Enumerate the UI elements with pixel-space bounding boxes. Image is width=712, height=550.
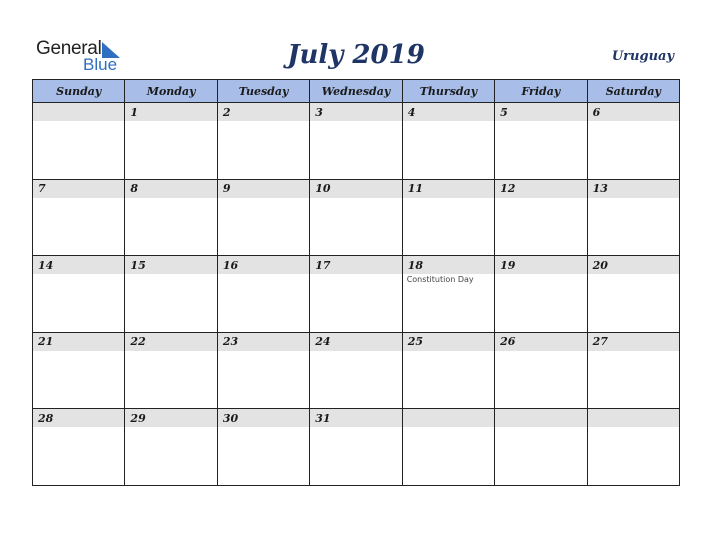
- day-number-band: [403, 409, 494, 427]
- day-number-band: [310, 103, 401, 121]
- day-number: 13: [592, 182, 608, 196]
- day-cell: [588, 103, 680, 180]
- day-number-band: [588, 256, 679, 274]
- day-number-band: [403, 180, 494, 198]
- weekday-header: Sunday: [33, 80, 125, 103]
- day-cell: [588, 409, 680, 486]
- day-cell: [33, 333, 125, 410]
- day-number: 2: [222, 105, 231, 119]
- day-number: 30: [222, 411, 239, 425]
- day-number-band: [588, 180, 679, 198]
- day-cell: [33, 256, 125, 333]
- day-number-band: [495, 103, 586, 121]
- calendar-title: July 2019: [287, 40, 425, 70]
- day-cell: [218, 180, 310, 257]
- day-cell: [403, 180, 495, 257]
- day-number-band: [125, 256, 216, 274]
- day-number: 1: [130, 105, 139, 119]
- day-cell: [495, 409, 587, 486]
- day-number: 5: [500, 105, 508, 119]
- day-cell: [588, 180, 680, 257]
- day-number-band: [125, 333, 216, 351]
- day-number: 22: [130, 335, 146, 349]
- day-number-band: [218, 333, 309, 351]
- day-cell: [218, 256, 310, 333]
- day-number: 19: [500, 258, 516, 272]
- day-number: 7: [38, 182, 46, 196]
- holiday-label: Constitution Day: [406, 275, 474, 285]
- day-number-band: [33, 103, 124, 121]
- day-number: 6: [592, 105, 601, 119]
- day-cell: [218, 103, 310, 180]
- logo-general-text: General: [36, 38, 102, 59]
- day-number-band: [310, 409, 401, 427]
- day-cell: [125, 103, 217, 180]
- day-number-band: [125, 103, 216, 121]
- day-number-band: [588, 333, 679, 351]
- day-cell: [33, 409, 125, 486]
- day-number: 18: [407, 258, 424, 272]
- weekday-header: Saturday: [588, 80, 680, 103]
- day-cell: [403, 103, 495, 180]
- day-number: 31: [315, 411, 331, 425]
- day-cell: [403, 333, 495, 410]
- day-number-band: [495, 409, 586, 427]
- day-number: 20: [592, 258, 608, 272]
- day-cell: [33, 103, 125, 180]
- day-number: 24: [315, 335, 331, 349]
- day-cell: [310, 256, 402, 333]
- weekday-header: Thursday: [403, 80, 495, 103]
- day-number: 10: [315, 182, 331, 196]
- day-number: 14: [38, 258, 54, 272]
- day-number: 28: [38, 411, 54, 425]
- weekday-header: Monday: [125, 80, 217, 103]
- day-number-band: [33, 180, 124, 198]
- day-number: 8: [130, 182, 139, 196]
- day-number-band: [403, 103, 494, 121]
- logo-blue-text: Blue: [83, 55, 118, 74]
- day-cell: [125, 409, 217, 486]
- weekday-header: Wednesday: [310, 80, 402, 103]
- day-cell: [310, 409, 402, 486]
- day-number-band: [310, 333, 401, 351]
- day-cell: [588, 256, 680, 333]
- day-number: 3: [315, 105, 323, 119]
- day-cell: [310, 333, 402, 410]
- day-cell: [125, 256, 217, 333]
- day-number: 11: [407, 182, 424, 196]
- day-number-band: [495, 180, 586, 198]
- day-number-band: [218, 409, 309, 427]
- country-label: Uruguay: [611, 49, 674, 64]
- day-number-band: [310, 256, 401, 274]
- day-number-band: [33, 409, 124, 427]
- day-cell: [125, 180, 217, 257]
- day-cell: [495, 180, 587, 257]
- day-number-band: [33, 256, 124, 274]
- day-cell: [33, 180, 125, 257]
- day-number-band: [495, 256, 586, 274]
- day-number: 16: [222, 258, 239, 272]
- day-number: 29: [130, 411, 146, 425]
- day-number-band: [33, 333, 124, 351]
- day-number-band: [588, 103, 679, 121]
- day-number: 15: [130, 258, 146, 272]
- day-number: 12: [500, 182, 516, 196]
- day-number: 21: [38, 335, 54, 349]
- day-cell: [310, 103, 402, 180]
- day-cell: [495, 103, 587, 180]
- day-number: 23: [222, 335, 239, 349]
- day-number-band: [218, 180, 309, 198]
- day-number-band: [403, 256, 494, 274]
- day-number: 25: [407, 335, 424, 349]
- day-number-band: [218, 256, 309, 274]
- day-number-band: [495, 333, 586, 351]
- day-cell: [588, 333, 680, 410]
- day-number: 27: [592, 335, 608, 349]
- day-cell: [403, 409, 495, 486]
- day-number-band: [588, 409, 679, 427]
- day-number: 4: [407, 105, 416, 119]
- calendar-grid: [32, 79, 680, 486]
- day-number-band: [125, 409, 216, 427]
- day-number: 26: [500, 335, 516, 349]
- day-number-band: [403, 333, 494, 351]
- day-number: 9: [222, 182, 231, 196]
- day-number-band: [310, 180, 401, 198]
- day-cell: [218, 333, 310, 410]
- day-number: 17: [315, 258, 331, 272]
- day-cell: [495, 333, 587, 410]
- day-cell: [495, 256, 587, 333]
- day-number-band: [218, 103, 309, 121]
- day-cell: [125, 333, 217, 410]
- day-number-band: [125, 180, 216, 198]
- day-cell: [310, 180, 402, 257]
- weekday-header: Friday: [495, 80, 587, 103]
- day-cell: [403, 256, 495, 333]
- weekday-header: Tuesday: [218, 80, 310, 103]
- day-cell: [218, 409, 310, 486]
